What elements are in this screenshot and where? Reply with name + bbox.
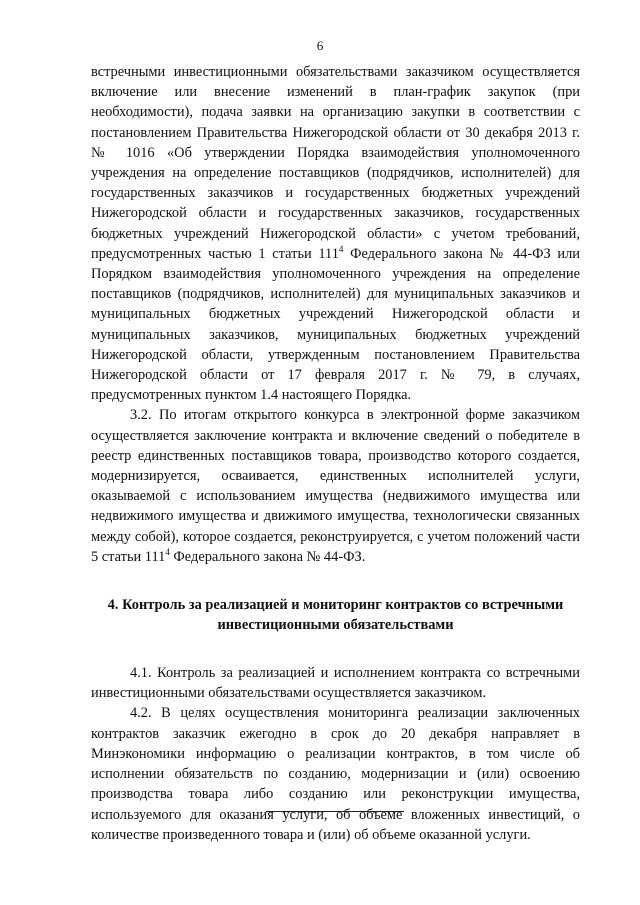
superscript: 4 [165, 547, 170, 558]
superscript: 4 [338, 244, 344, 255]
paragraph-4-2: 4.2. В целях осуществления мониторинга реализации заключенных контрактов заказчик ежегодно в срок до 20 декабря направляет в Минэкономики информацию о реализации контрактов, в том числе об исполнении обязательств по созданию, модернизации и (или) освоению производства товара либо созданию или реконструкции имущества, используемого для оказания услуги, об объеме вложенных инвестиций, о количестве произведенного товара и (или) об объеме оказанной услуги. [91, 705, 580, 843]
paragraph-continued [91, 62, 580, 405]
paragraph-3-2 [91, 405, 580, 567]
document-body [91, 62, 580, 845]
section-4-heading: 4. Контроль за реализацией и мониторинг контрактов со встречными инвестиционными обязательствами [107, 597, 564, 634]
paragraph-continued-text: встречными инвестиционными обязательствами заказчиком осуществляется включение или внесение изменений в план-график закупок (при необходимости), подача заявки на организацию закупки в соответствии с постановлением Правительства Нижегородской области от 30 декабря 2013 г. № 1016 «Об утверждении Порядка взаимодействия уполномоченного учреждения на определение поставщиков (подрядчиков, исполнителей) для государственных заказчиков и государственных бюджетных учреждений Нижегородской области и государственных заказчиков, государственных бюджетных учреждений Нижегородской области» с учетом требований, предусмотренных частью 1 статьи 111 [91, 64, 580, 262]
end-divider [266, 811, 404, 812]
paragraph-3-2-text: 3.2. По итогам открытого конкурса в электронной форме заказчиком осуществляется заключение контракта и включение сведений о победителе в реестр единственных поставщиков товара, производство которого создается, модернизируется, осваивается, единственных исполнителей услуги, оказываемой с использованием имущества (недвижимого имущества или недвижимого имущества и движимого имущества, технологически связанных между собой), которое создается, реконструируется, с учетом положений части 5 статьи 111 [91, 407, 580, 565]
paragraph-continued-text-end: Федерального закона № 44-ФЗ или Порядком взаимодействия уполномоченного учреждения на определение поставщиков (подрядчиков, исполнителей) для муниципальных заказчиков и муниципальных бюджетных учреждений Нижегородской области и муниципальных заказчиков, муниципальных бюджетных учреждений Нижегородской области, утвержденным постановлением Правительства Нижегородской области от 17 февраля 2017 г. № 79, в случаях, предусмотренных пунктом 1.4 настоящего Порядка. [91, 245, 581, 404]
paragraph-4-1: 4.1. Контроль за реализацией и исполнением контракта со встречными инвестиционными обязательствами осуществляется заказчиком. [91, 665, 580, 702]
page-number: 6 [316, 38, 324, 53]
paragraph-3-2-text-end: Федерального закона № 44-ФЗ. [169, 548, 366, 565]
